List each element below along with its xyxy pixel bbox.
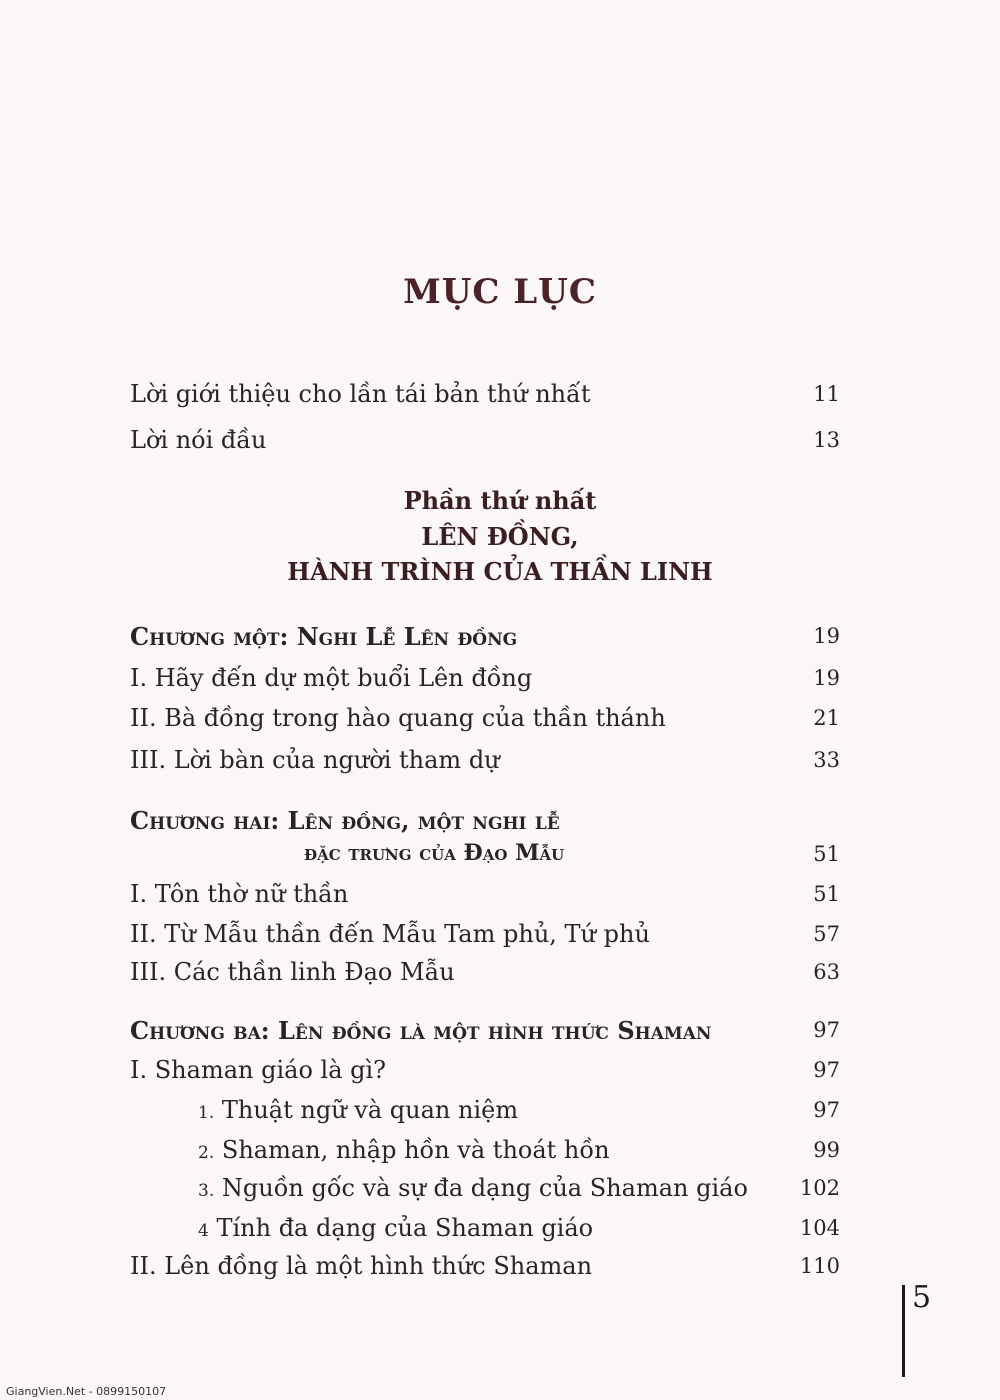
entry-page: 51 xyxy=(813,882,840,906)
toc-entry xyxy=(130,746,840,786)
entry-page: 63 xyxy=(813,960,840,984)
toc-entry xyxy=(130,704,840,744)
entry-text: II. Bà đồng trong hào quang của thần thánh xyxy=(130,704,666,732)
entry-number: 1. xyxy=(198,1103,215,1123)
toc-subentry xyxy=(130,1174,840,1214)
toc-subentry xyxy=(130,1214,840,1254)
page-number-rule xyxy=(902,1285,905,1377)
entry-label: Thuật ngữ và quan niệm xyxy=(221,1096,519,1124)
entry-number: 3. xyxy=(198,1181,215,1201)
toc-entry xyxy=(130,920,840,960)
chapter-title: Chương ba: Lên đồng là một hình thức Shaman xyxy=(130,1016,712,1045)
toc-entry xyxy=(130,426,840,466)
part-title-line2: HÀNH TRÌNH CỦA THẦN LINH xyxy=(287,557,713,586)
entry-text xyxy=(198,1136,610,1164)
entry-page: 97 xyxy=(813,1058,840,1082)
entry-text: I. Shaman giáo là gì? xyxy=(130,1056,387,1084)
entry-page: 102 xyxy=(799,1176,840,1200)
toc-entry xyxy=(130,880,840,920)
entry-text xyxy=(198,1096,518,1124)
chapter-title: Chương một: Nghi Lễ Lên đồng xyxy=(130,622,518,651)
watermark: GiangVien.Net - 0899150107 xyxy=(6,1385,167,1398)
toc-entry xyxy=(130,380,840,420)
entry-text: II. Từ Mẫu thần đến Mẫu Tam phủ, Tứ phủ xyxy=(130,920,650,948)
toc-subentry xyxy=(130,1096,840,1136)
entry-page: 99 xyxy=(813,1138,840,1162)
chapter-title: đặc trưng của Đạo Mẫu xyxy=(304,840,565,866)
entry-page: 19 xyxy=(813,666,840,690)
entry-number: 2. xyxy=(198,1143,215,1163)
entry-text: Lời giới thiệu cho lần tái bản thứ nhất xyxy=(130,380,591,408)
toc-entry xyxy=(130,1056,840,1096)
chapter-title: Chương hai: Lên đồng, một nghi lễ xyxy=(130,806,560,835)
entry-page: 51 xyxy=(813,842,840,866)
toc-entry xyxy=(130,664,840,704)
entry-page: 57 xyxy=(813,922,840,946)
entry-page: 21 xyxy=(813,706,840,730)
toc-subentry xyxy=(130,1136,840,1176)
entry-page: 19 xyxy=(813,624,840,648)
toc-entry xyxy=(130,1252,840,1292)
entry-text xyxy=(198,1214,593,1242)
entry-text: I. Hãy đến dự một buổi Lên đồng xyxy=(130,664,533,692)
entry-label: Nguồn gốc và sự đa dạng của Shaman giáo xyxy=(221,1174,748,1202)
entry-text: III. Các thần linh Đạo Mẫu xyxy=(130,958,455,986)
entry-page: 97 xyxy=(813,1018,840,1042)
entry-text: III. Lời bàn của người tham dự xyxy=(130,746,500,774)
page-title: MỤC LỤC xyxy=(403,272,597,312)
entry-page: 11 xyxy=(813,382,840,406)
entry-page: 110 xyxy=(799,1254,840,1278)
chapter-heading xyxy=(130,1016,840,1056)
entry-label: Shaman, nhập hồn và thoát hồn xyxy=(221,1136,610,1164)
entry-text: I. Tôn thờ nữ thần xyxy=(130,880,349,908)
part-title-line1: LÊN ĐỒNG, xyxy=(421,522,579,551)
entry-page: 104 xyxy=(799,1216,840,1240)
entry-text: II. Lên đồng là một hình thức Shaman xyxy=(130,1252,593,1280)
page-number: 5 xyxy=(912,1280,932,1315)
entry-text xyxy=(198,1174,748,1202)
entry-number: 4 xyxy=(198,1221,209,1241)
chapter-heading-cont xyxy=(130,840,840,880)
entry-page: 97 xyxy=(813,1098,840,1122)
entry-label: Tính đa dạng của Shaman giáo xyxy=(216,1214,594,1242)
entry-text: Lời nói đầu xyxy=(130,426,267,454)
toc-entry xyxy=(130,958,840,998)
part-label: Phần thứ nhất xyxy=(403,486,597,515)
entry-page: 13 xyxy=(813,428,840,452)
entry-page: 33 xyxy=(813,748,840,772)
chapter-heading xyxy=(130,622,840,662)
